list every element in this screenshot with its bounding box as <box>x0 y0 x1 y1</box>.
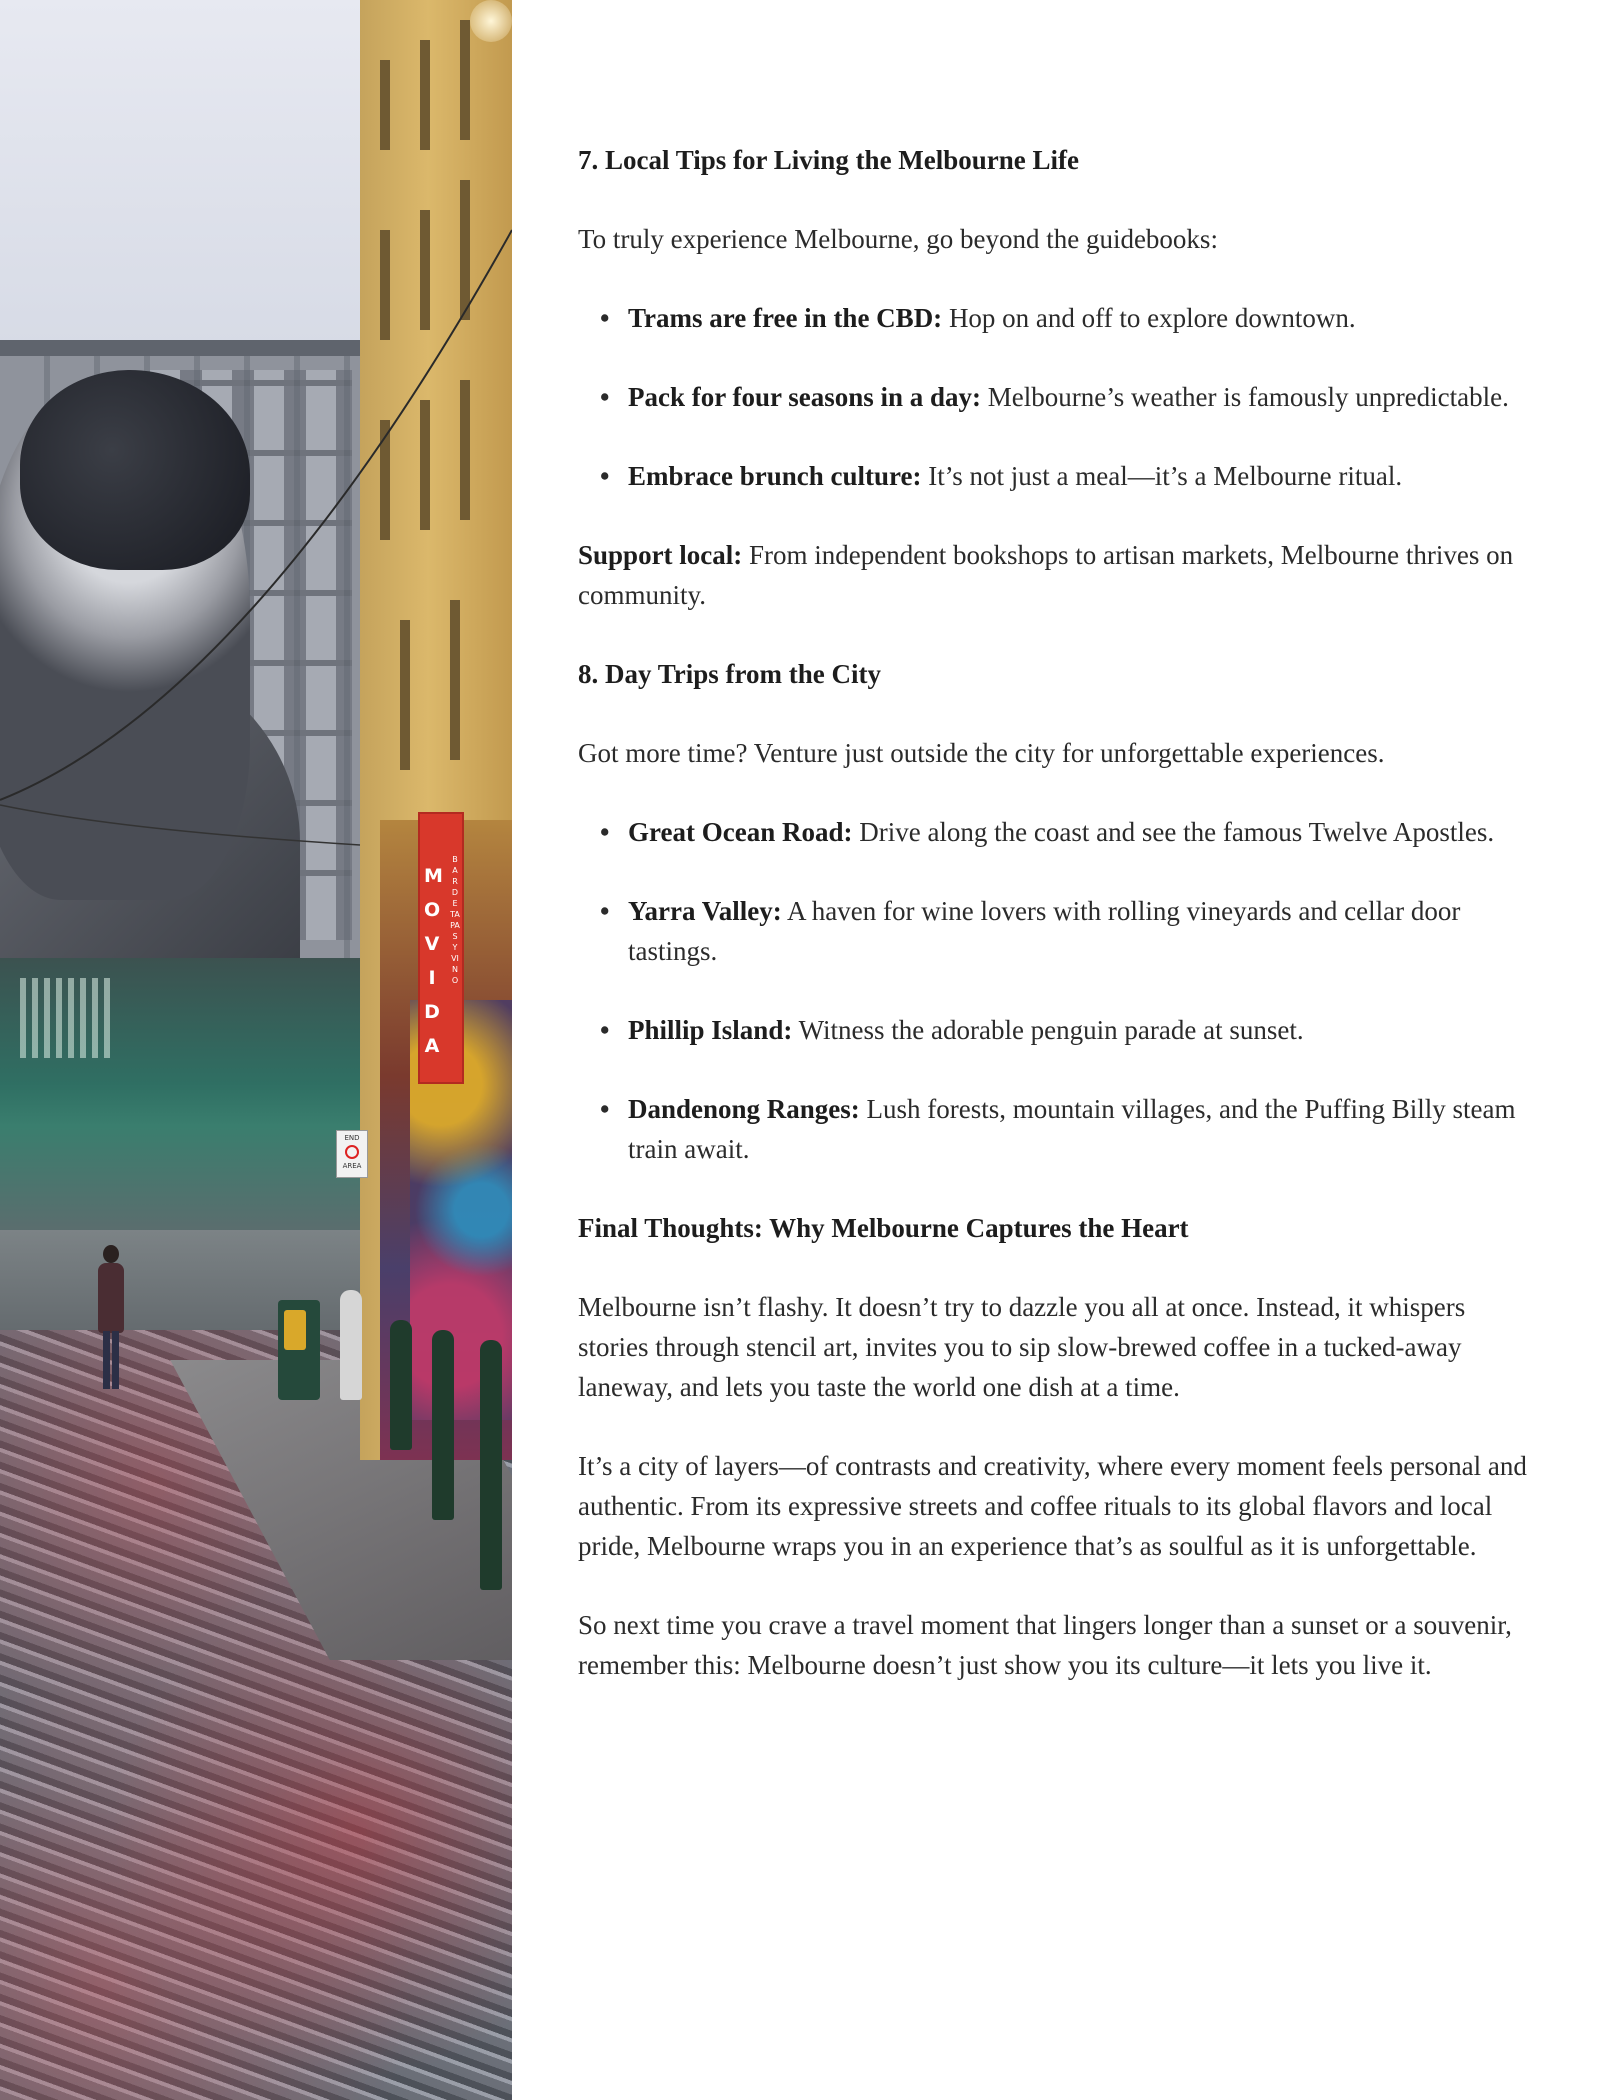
list-item-text: Witness the adorable penguin parade at sunset. <box>792 1015 1304 1045</box>
bullet-icon: • <box>600 1094 610 1124</box>
movida-sign-text: MOVIDA <box>424 865 443 1057</box>
section-heading: Final Thoughts: Why Melbourne Captures the Heart <box>578 1213 1189 1243</box>
support-local-paragraph <box>578 535 1538 615</box>
paragraph: It’s a city of layers—of contrasts and creativity, where every moment feels personal and authentic. From its expressive streets and coffee rituals to its global flavors and local pride, Melbourne wraps you in an experience that’s as soulful as it is unforgettable. <box>578 1451 1527 1561</box>
bullet-icon: • <box>600 817 610 847</box>
street-lamp-glow <box>470 0 512 42</box>
bullet-icon: • <box>600 303 610 333</box>
paragraph: Melbourne isn’t flashy. It doesn’t try to dazzle you all at once. Instead, it whispers stories through stencil art, invites you to sip slow-brewed coffee in a tucked-away laneway, and lets you taste the world one dish at a time. <box>578 1292 1466 1402</box>
section-intro: To truly experience Melbourne, go beyond the guidebooks: <box>578 224 1218 254</box>
bullet-icon: • <box>600 382 610 412</box>
list-item-text: It’s not just a meal—it’s a Melbourne ritual. <box>921 461 1403 491</box>
laneway-photo <box>0 0 512 2100</box>
bollard <box>480 1340 502 1590</box>
section-intro: Got more time? Venture just outside the city for unforgettable experiences. <box>578 738 1385 768</box>
pedestrian <box>96 1245 126 1395</box>
section-heading: 8. Day Trips from the City <box>578 659 881 689</box>
tips-list <box>578 298 1538 496</box>
list-item-text: Drive along the coast and see the famous Twelve Apostles. <box>852 817 1495 847</box>
list-item-label: Embrace brunch culture: <box>628 461 922 491</box>
tip-item <box>578 377 1538 417</box>
list-item-label: Phillip Island: <box>628 1015 793 1045</box>
paragraph: So next time you crave a travel moment that lingers longer than a sunset or a souvenir, remember this: Melbourne doesn’t just show you its culture—it lets you live it. <box>578 1610 1512 1680</box>
bullet-icon: • <box>600 896 610 926</box>
tip-item <box>578 456 1538 496</box>
list-item-label: Dandenong Ranges: <box>628 1094 860 1124</box>
day-trip-item <box>578 891 1538 971</box>
support-local-label: Support local: <box>578 540 743 570</box>
bollard <box>390 1320 412 1450</box>
support-local-text: From independent bookshops to artisan markets, Melbourne thrives on community. <box>578 540 1514 610</box>
rubbish-bin <box>278 1300 320 1400</box>
day-trip-item <box>578 812 1538 852</box>
tip-item <box>578 298 1538 338</box>
section-heading: 7. Local Tips for Living the Melbourne Life <box>578 145 1080 175</box>
street-sign-text: END <box>344 1134 360 1142</box>
list-item-text: Melbourne’s weather is famously unpredictable. <box>981 382 1509 412</box>
bullet-icon: • <box>600 461 610 491</box>
list-item-text: Hop on and off to explore downtown. <box>942 303 1356 333</box>
list-item-label: Pack for four seasons in a day: <box>628 382 982 412</box>
list-item-label: Yarra Valley: <box>628 896 782 926</box>
bollard <box>432 1330 454 1520</box>
movida-sign-subtext: BAR DE TAPAS Y VINO <box>450 855 460 985</box>
no-stopping-icon <box>345 1145 359 1159</box>
street-sign <box>336 1130 368 1178</box>
list-item-text: Lush forests, mountain villages, and the Puffing Billy steam train await. <box>628 1094 1516 1164</box>
day-trip-item <box>578 1010 1538 1050</box>
street-sign-sub: AREA <box>342 1162 362 1170</box>
article-body <box>578 140 1538 1685</box>
list-item-label: Great Ocean Road: <box>628 817 853 847</box>
bollard <box>340 1290 362 1400</box>
street-level-shops <box>0 958 370 1238</box>
overhead-wire <box>0 0 512 900</box>
day-trips-list <box>578 812 1538 1169</box>
list-item-label: Trams are free in the CBD: <box>628 303 943 333</box>
bullet-icon: • <box>600 1015 610 1045</box>
day-trip-item <box>578 1089 1538 1169</box>
list-item-text: A haven for wine lovers with rolling vineyards and cellar door tastings. <box>628 896 1461 966</box>
